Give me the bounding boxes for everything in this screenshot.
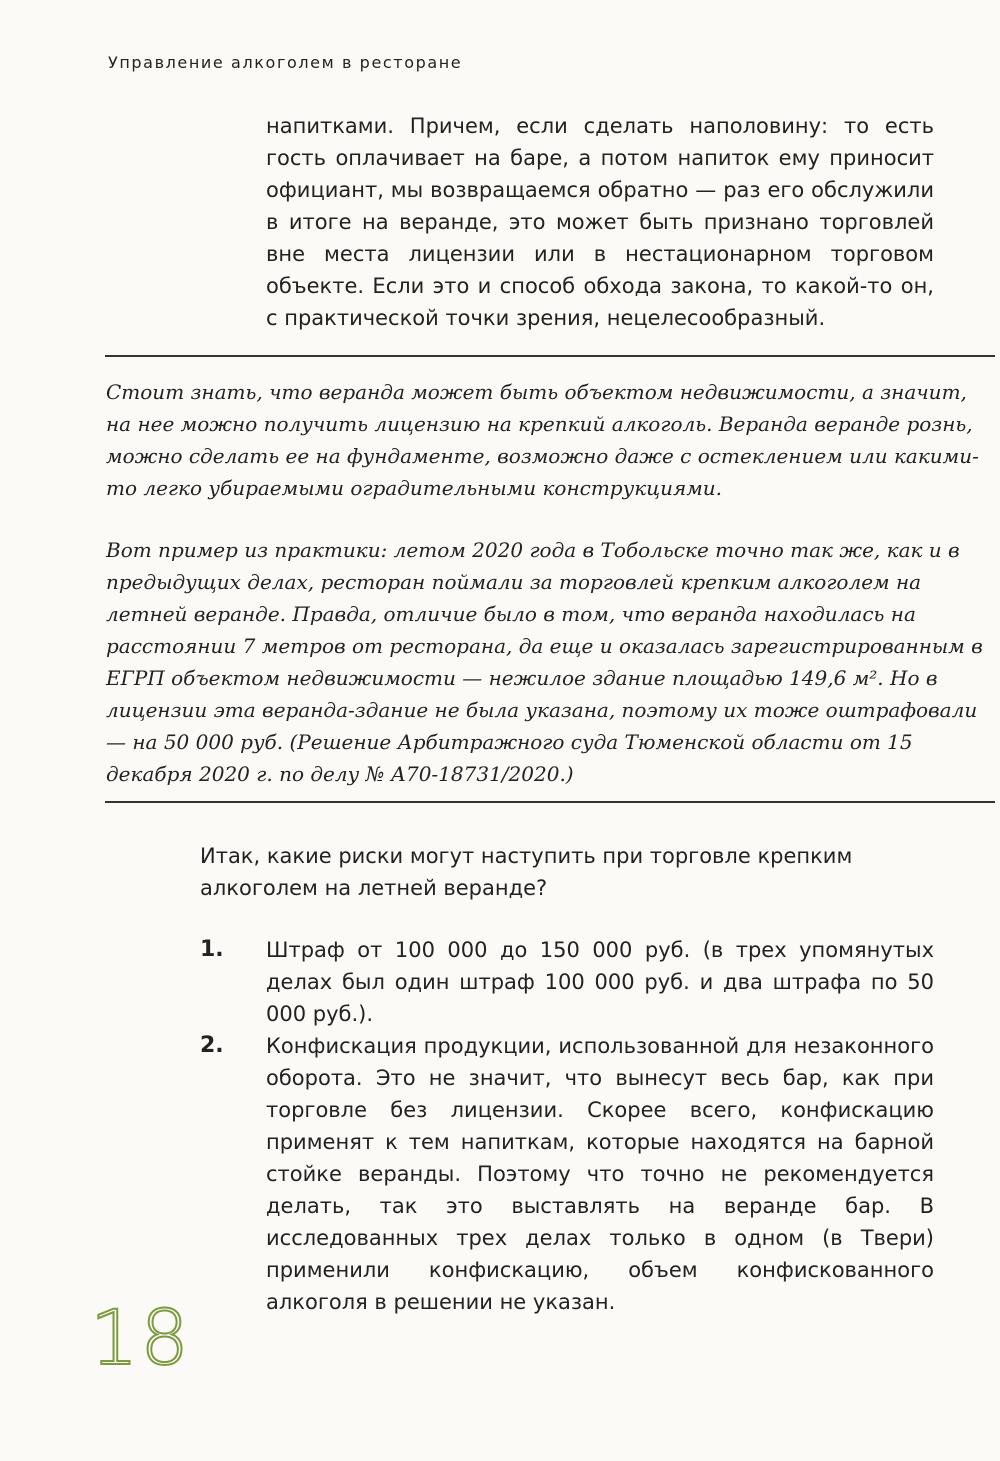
aside-paragraph-2: Вот пример из практики: летом 2020 года в Тобольске точно так же, как и в предыдущих делах, ресторан поймали за торговлей крепким алкоголем на летней веранде. Правда, отличие было в том, что веранда находилась на расстоянии 7 метров от ресторана, да еще и оказалась зарегистрированным в ЕГРП объектом недвижимости — нежилое здание площадью 149,6 м². Но в лицензии эта веранда-здание не была указана, поэтому их тоже оштрафовали — на 50 000 руб. (Решение Арбитражного суда Тюменской области от 15 декабря 2020 г. по делу № А70-18731/2020.) xyxy=(106,538,983,786)
aside-paragraph-1: Стоит знать, что веранда может быть объектом недвижимости, а значит, на нее можно получить лицензию на крепкий алкоголь. Веранда веранде рознь, можно сделать ее на фундаменте, возможно даже с остеклением или какими-то легко убираемыми оградительными конструкциями. xyxy=(106,380,979,500)
aside-bottom-divider xyxy=(105,801,995,803)
intro-paragraph: напитками. Причем, если сделать наполовину: то есть гость оплачивает на баре, а потом напиток ему приносит официант, мы возвращаемся обратно — раз его обслужили в итоге на веранде, это может быть признано торговлей вне места лицензии или в нестационарном торговом объекте. Если это и способ обхода закона, то какой-то он, с практической точки зрения, нецелесообразный. xyxy=(266,114,934,330)
running-title: Управление алкоголем в ресторане xyxy=(108,53,463,72)
risks-question: Итак, какие риски могут наступить при торговле крепким алкоголем на летней веранде? xyxy=(200,844,853,900)
list-item-number: 1. xyxy=(200,937,224,962)
list-item-text: Штраф от 100 000 до 150 000 руб. (в трех упомянутых делах был один штраф 100 000 руб. и два штрафа по 50 000 руб.). xyxy=(266,938,934,1026)
list-item-number: 2. xyxy=(200,1033,224,1058)
page-number: 18 xyxy=(90,1293,191,1382)
list-item-text: Конфискация продукции, использованной для незаконного оборота. Это не значит, что вынесут весь бар, как при торговле без лицензии. Скорее всего, конфискацию применят к тем напиткам, которые находятся на барной стойке веранды. Поэтому что точно не рекомендуется делать, так это выставлять на веранде бар. В исследованных трех делах только в одном (в Твери) применили конфискацию, объем конфискованного алкоголя в решении не указан. xyxy=(266,1034,934,1314)
aside-top-divider xyxy=(105,355,995,357)
